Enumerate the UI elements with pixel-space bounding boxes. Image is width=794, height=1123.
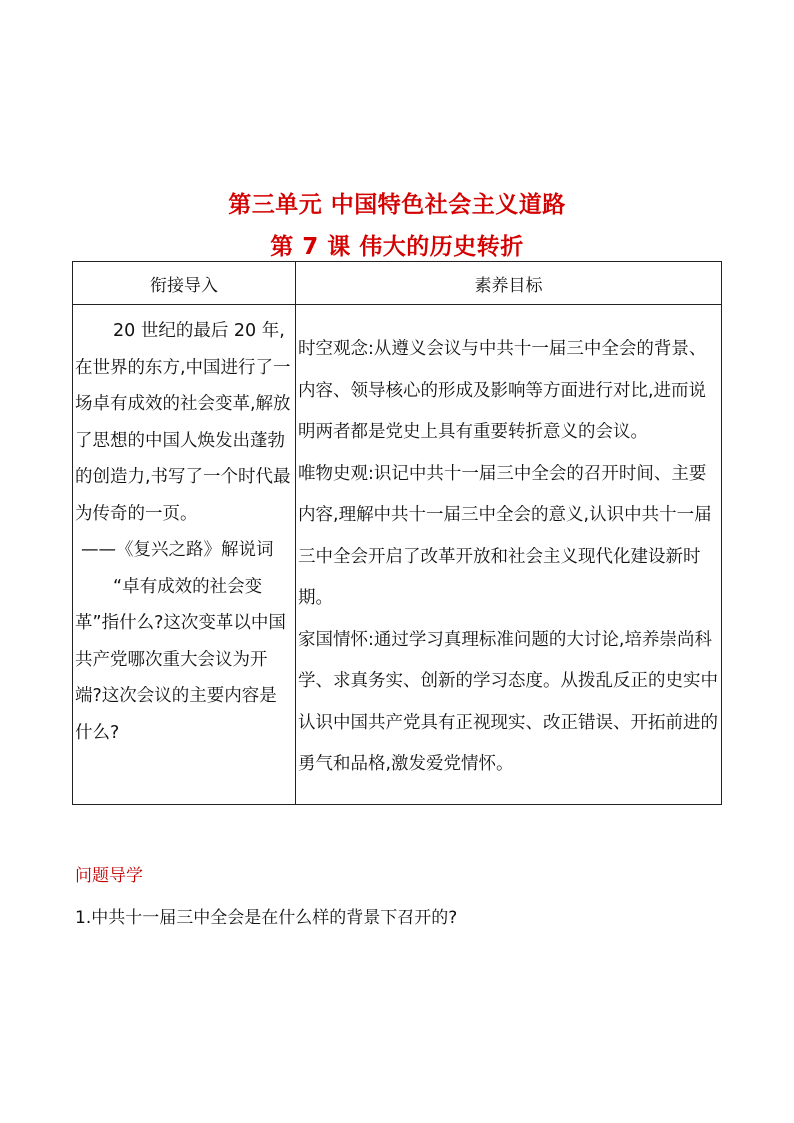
lead-in-cell	[73, 305, 296, 805]
table-body-row	[73, 305, 722, 805]
intro-goals-table	[72, 261, 722, 805]
intro-paragraph: 20 世纪的最后 20 年,在世界的东方,中国进行了一场卓有成效的社会变革,解放了思想的中国人焕发出蓬勃的创造力,书写了一个时代最为传奇的一页。	[75, 321, 291, 524]
unit-title: 第三单元 中国特色社会主义道路	[228, 192, 566, 218]
section-title: 问题导学	[75, 866, 143, 886]
intro-question: “卓有成效的社会变革”指什么?这次变革以中国共产党哪次重大会议为开端?这次会议的主要内容是什么?	[75, 576, 286, 743]
quote-source: ——《复兴之路》解说词	[81, 540, 274, 560]
goal-spacetime: 时空观念:从遵义会议与中共十一届三中全会的背景、内容、领导核心的形成及影响等方面进行对比,进而说明两者都是党史上具有重要转折意义的会议。	[298, 339, 707, 442]
table-header-row	[73, 262, 722, 305]
question-item: 1.中共十一届三中全会是在什么样的背景下召开的?	[75, 908, 458, 928]
header-lead-in: 衔接导入	[73, 262, 296, 305]
goal-patriotism: 家国情怀:通过学习真理标准问题的大讨论,培养崇尚科学、求真务实、创新的学习态度。从拨乱反正的史实中认识中国共产党具有正视现实、改正错误、开拓前进的勇气和品格,激发爱党情怀。	[298, 629, 718, 774]
goal-materialism: 唯物史观:识记中共十一届三中全会的召开时间、主要内容,理解中共十一届三中全会的意义,认识中共十一届三中全会开启了改革开放和社会主义现代化建设新时期。	[298, 463, 712, 608]
header-literacy-goals: 素养目标	[296, 262, 722, 305]
lesson-title: 第 7 课 伟大的历史转折	[270, 234, 524, 260]
goals-cell	[296, 305, 722, 805]
